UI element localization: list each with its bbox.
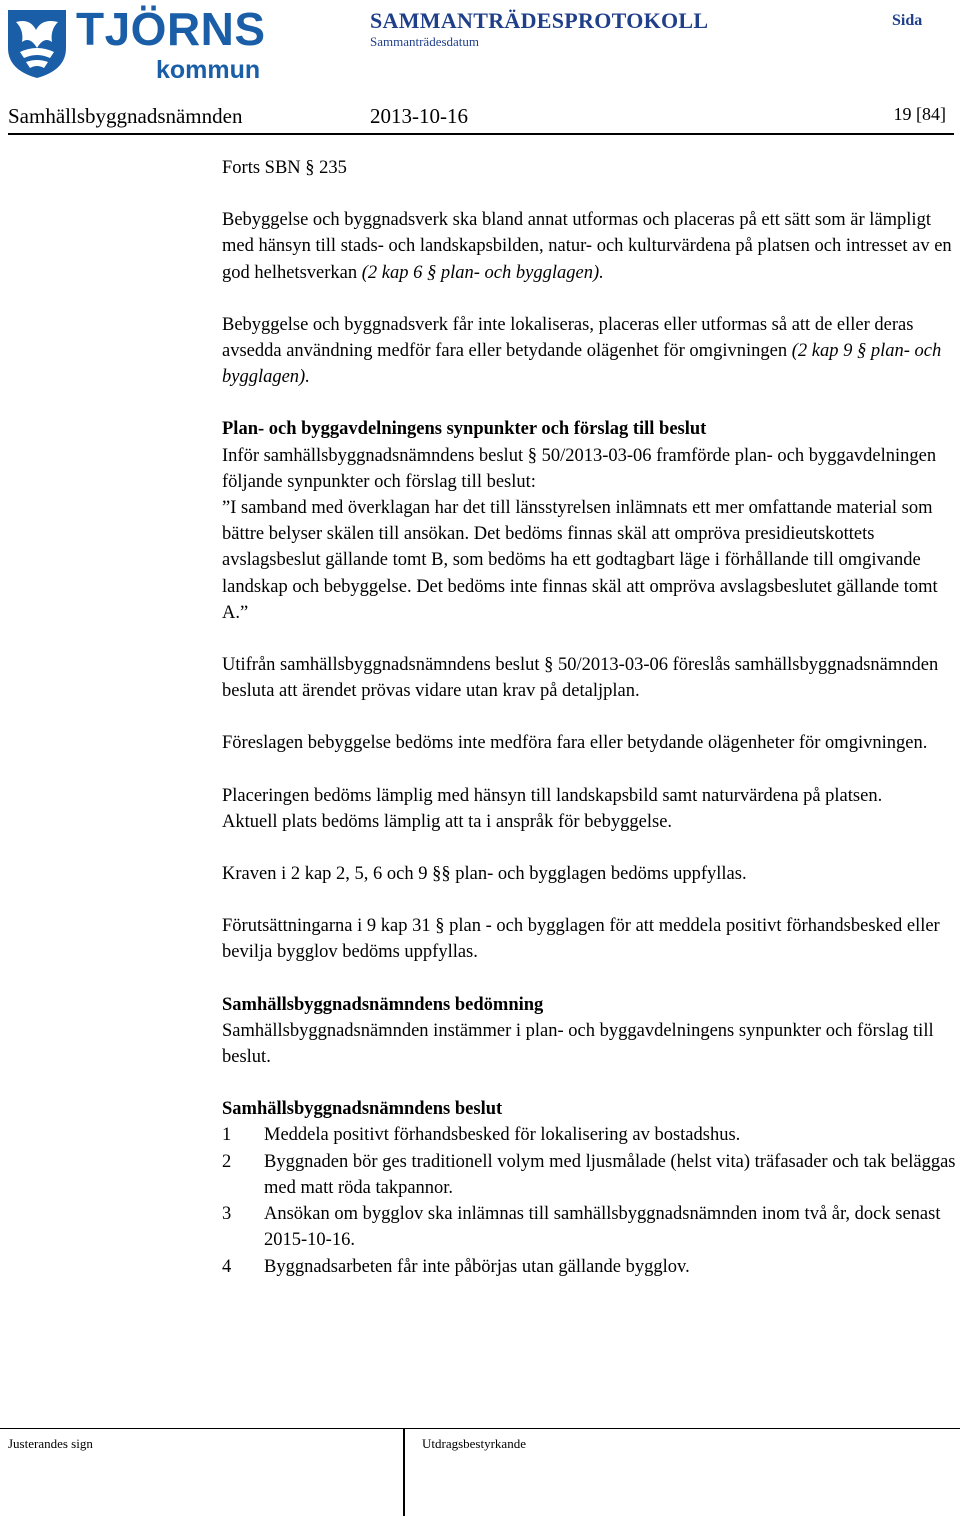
list-item xyxy=(222,1201,960,1253)
paragraph xyxy=(222,312,960,391)
paragraph: Kraven i 2 kap 2, 5, 6 och 9 §§ plan- och bygglagen bedöms uppfyllas. xyxy=(222,864,747,885)
footer-divider xyxy=(403,1428,405,1516)
section xyxy=(222,1096,960,1279)
document-title: SAMMANTRÄDESPROTOKOLL xyxy=(370,8,709,33)
paragraph: Placeringen bedöms lämplig med hänsyn till landskapsbild samt naturvärdena på platsen. xyxy=(222,785,883,806)
certification-label: Utdragsbestyrkande xyxy=(422,1436,526,1451)
list-item xyxy=(222,1149,960,1201)
footer-rule xyxy=(0,1428,960,1429)
header-rule xyxy=(8,133,954,135)
paragraph: Förutsättningarna i 9 kap 31 § plan - och bygglagen för att meddela positivt förhandsbesked eller bevilja bygglov bedöms uppfyllas. xyxy=(222,916,940,963)
list-text: Byggnaden bör ges traditionell volym med ljusmålade (helst vita) träfasader och tak beläggas med matt röda takpannor. xyxy=(264,1151,956,1198)
list-number: 3 xyxy=(222,1204,232,1225)
list-item xyxy=(222,1122,960,1148)
section xyxy=(222,992,960,1071)
law-reference: (2 kap 9 § plan- och bygglagen). xyxy=(222,341,942,388)
logo-name: TJÖRNS xyxy=(76,3,266,55)
section xyxy=(222,416,960,626)
paragraph: Föreslagen bebyggelse bedöms inte medföra fara eller betydande olägenheter för omgivningen. xyxy=(222,733,928,754)
municipality-logo xyxy=(6,3,268,84)
paragraph-text: Inför samhällsbyggnadsnämndens beslut § 50/2013-03-06 framförde plan- och byggavdelningen följande synpunkter och förslag till beslut: xyxy=(222,445,937,492)
list-number: 2 xyxy=(222,1151,232,1172)
list-text: Byggnadsarbeten får inte påbörjas utan gällande bygglov. xyxy=(264,1256,690,1277)
signature-label: Justerandes sign xyxy=(8,1436,93,1451)
decision-list xyxy=(222,1122,960,1279)
list-number: 4 xyxy=(222,1256,232,1277)
list-text: Meddela positivt förhandsbesked för lokalisering av bostadshus. xyxy=(264,1125,741,1146)
continuation-ref: Forts SBN § 235 xyxy=(222,158,347,178)
section-heading: Samhällsbyggnadsnämndens bedömning xyxy=(222,994,544,1015)
committee-name: Samhällsbyggnadsnämnden xyxy=(8,104,243,128)
paragraph-text: Samhällsbyggnadsnämnden instämmer i plan- och byggavdelningens synpunkter och förslag till beslut. xyxy=(222,1020,934,1068)
paragraph-text: Bebyggelse och byggnadsverk ska bland annat utformas och placeras på ett sätt som är lämpligt med hänsyn till stads- och landskapsbilden, natur- och kulturvärdena på platsen och intresset av en god helhetsverkan xyxy=(222,210,952,283)
paragraph: Utifrån samhällsbyggnadsnämndens beslut § 50/2013-03-06 föreslås samhällsbyggnadsnämnden besluta att ärendet prövas vidare utan krav på detaljplan. xyxy=(222,655,939,702)
document-body xyxy=(222,155,960,1280)
list-number: 1 xyxy=(222,1125,232,1146)
coat-of-arms-icon xyxy=(6,8,68,80)
logo-sub: kommun xyxy=(156,56,261,84)
list-text: Ansökan om bygglov ska inlämnas till samhällsbyggnadsnämnden inom två år, dock senast 2015-10-16. xyxy=(264,1204,941,1251)
law-reference: (2 kap 6 § plan- och bygglagen). xyxy=(361,262,604,283)
paragraph xyxy=(222,207,960,286)
page-label: Sida xyxy=(892,12,923,29)
paragraph-text: Bebyggelse och byggnadsverk får inte lokaliseras, placeras eller utformas så att de eller deras avsedda användning medför fara eller betydande olägenhet för omgivningen xyxy=(222,314,914,362)
list-item xyxy=(222,1254,960,1280)
paragraph: Aktuell plats bedöms lämplig att ta i anspråk för bebyggelse. xyxy=(222,811,673,832)
quoted-text: ”I samband med överklagan har det till länsstyrelsen inlämnats ett mer omfattande material som bättre belyser skälen till ansökan. Det bedöms finnas skäl att ompröva presidieutskottets avslagsbeslut gällande tomt B, som bedöms ha ett godtagbart läge i förhållande till omgivande landskap och bebyggelse. Det bedöms inte finnas skäl att ompröva avslagsbeslutet gällande tomt A.” xyxy=(222,498,938,623)
section-heading: Samhällsbyggnadsnämndens beslut xyxy=(222,1099,503,1120)
section-heading: Plan- och byggavdelningens synpunkter och förslag till beslut xyxy=(222,419,707,440)
meeting-date: 2013-10-16 xyxy=(370,104,468,128)
document-subtitle: Sammanträdesdatum xyxy=(370,34,480,49)
page-number: 19 [84] xyxy=(893,104,946,124)
meta-row xyxy=(8,104,946,130)
